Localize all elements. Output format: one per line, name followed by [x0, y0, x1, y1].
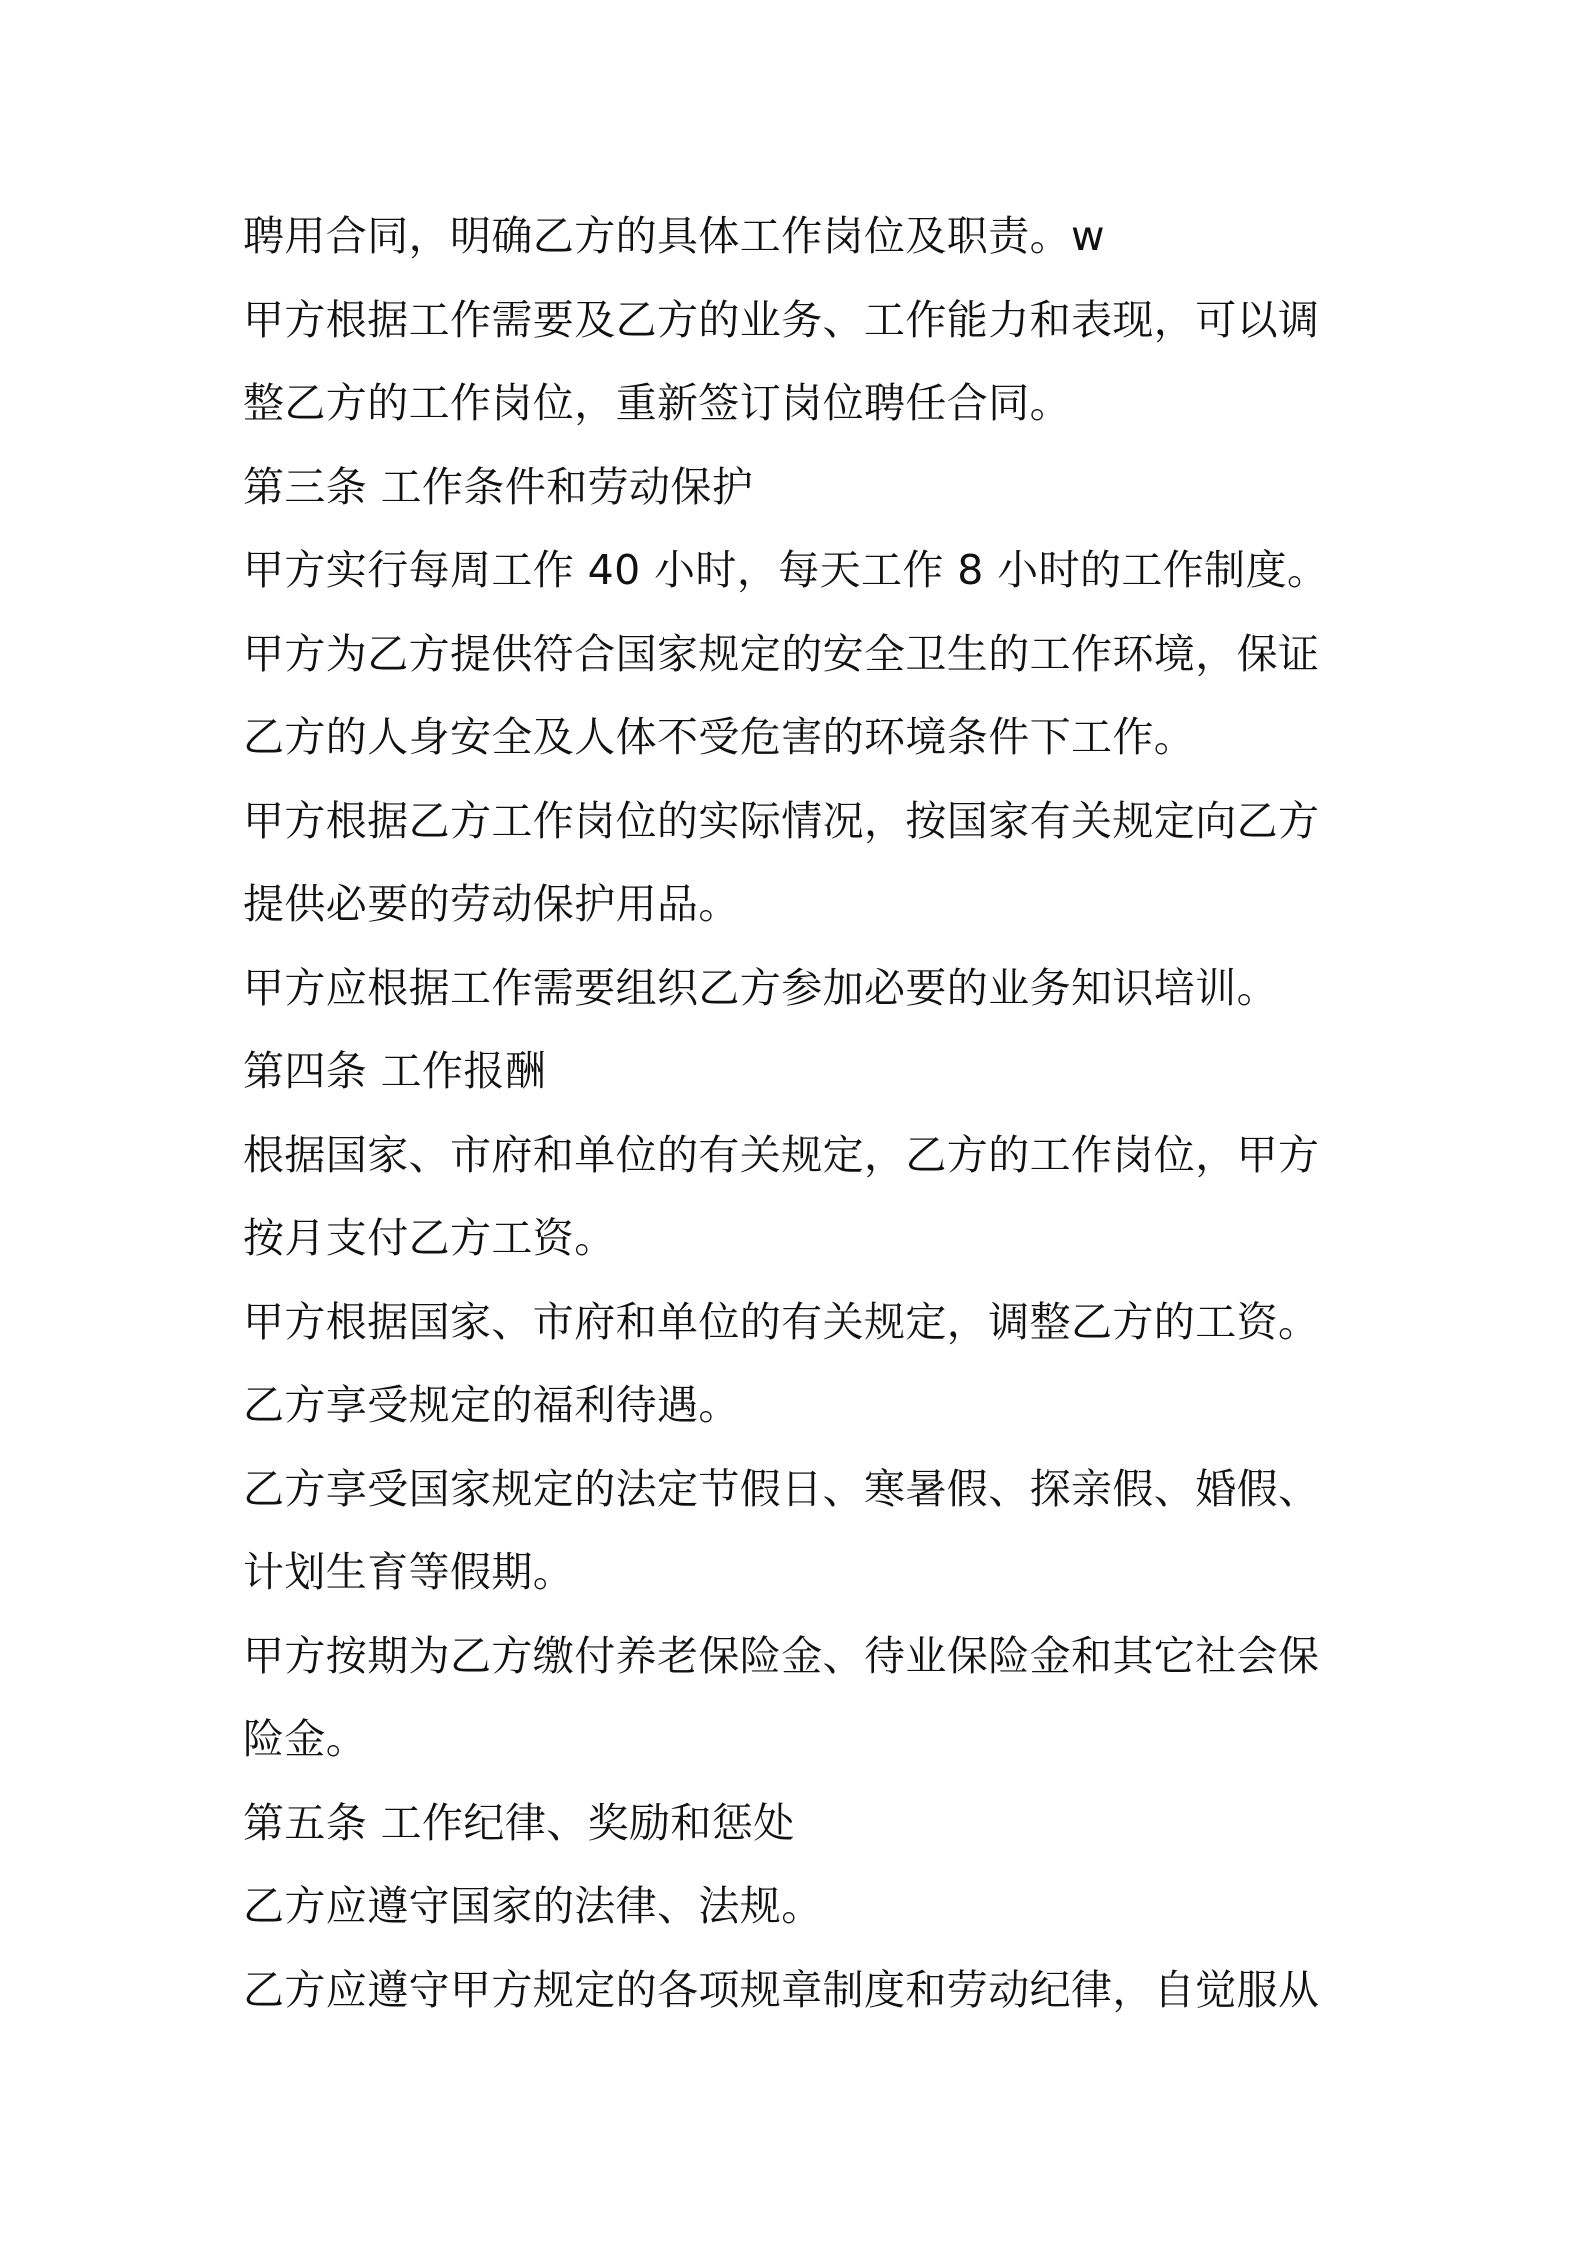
text-line: 提供必要的劳动保护用品。 — [243, 880, 740, 928]
section-heading: 第五条 工作纪律、奖励和惩处 — [243, 1798, 795, 1847]
text-line: 险金。 — [243, 1715, 368, 1763]
text-line: 乙方应遵守国家的法律、法规。 — [243, 1882, 823, 1930]
text-line: 乙方享受规定的福利待遇。 — [243, 1381, 740, 1429]
text-line: 乙方的人身安全及人体不受危害的环境条件下工作。 — [243, 713, 1196, 761]
section-heading: 第四条 工作报酬 — [243, 1047, 547, 1095]
text-line: 甲方实行每周工作 40 小时，每天工作 8 小时的工作制度。 — [243, 546, 1329, 594]
text-line: 根据国家、市府和单位的有关规定，乙方的工作岗位，甲方 — [243, 1130, 1320, 1179]
text-line: 甲方根据工作需要及乙方的业务、工作能力和表现，可以调 — [243, 295, 1320, 344]
text-line: 甲方按期为乙方缴付养老保险金、待业保险金和其它社会保 — [243, 1631, 1320, 1680]
text-line: 乙方应遵守甲方规定的各项规章制度和劳动纪律，自觉服从 — [243, 1965, 1320, 2014]
text-line: 按月支付乙方工资。 — [243, 1214, 616, 1262]
text-line: 甲方应根据工作需要组织乙方参加必要的业务知识培训。 — [243, 963, 1278, 1012]
section-heading: 第三条 工作条件和劳动保护 — [243, 462, 754, 511]
text-line: 甲方根据乙方工作岗位的实际情况，按国家有关规定向乙方 — [243, 796, 1320, 845]
text-line: 整乙方的工作岗位，重新签订岗位聘任合同。 — [243, 379, 1071, 427]
text-line: 聘用合同，明确乙方的具体工作岗位及职责。w — [243, 212, 1105, 260]
document-body — [243, 195, 1353, 2032]
text-line: 甲方根据国家、市府和单位的有关规定，调整乙方的工资。 — [243, 1297, 1320, 1346]
text-line: 乙方享受国家规定的法定节假日、寒暑假、探亲假、婚假、 — [243, 1464, 1320, 1513]
text-line: 计划生育等假期。 — [243, 1548, 575, 1596]
text-line: 甲方为乙方提供符合国家规定的安全卫生的工作环境，保证 — [243, 629, 1320, 678]
